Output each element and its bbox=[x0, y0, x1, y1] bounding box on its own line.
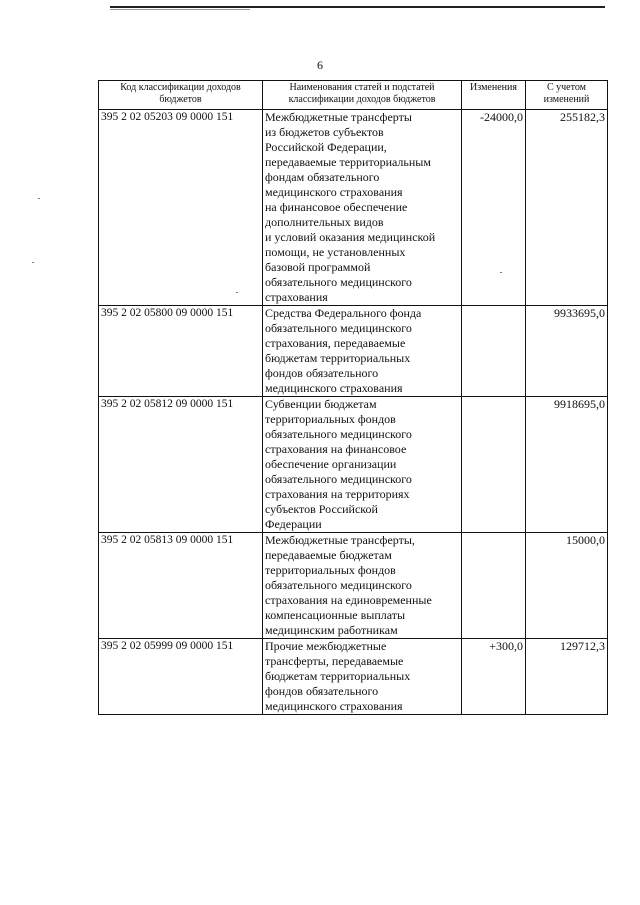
article-name-line: бюджетам территориальных bbox=[265, 669, 411, 683]
total-amount: 15000,0 bbox=[526, 533, 608, 639]
article-name bbox=[263, 397, 462, 533]
article-name-line: страхования на единовременные bbox=[265, 593, 432, 607]
article-name-line: Федерации bbox=[265, 517, 322, 531]
article-name bbox=[263, 533, 462, 639]
header-change: Изменения bbox=[462, 81, 526, 110]
article-name-line: медицинским работникам bbox=[265, 623, 398, 637]
article-name-line: страхования на территориях bbox=[265, 487, 410, 501]
page-number: 6 bbox=[317, 58, 323, 72]
change-amount bbox=[462, 533, 526, 639]
article-name-line: страхования, передаваемые bbox=[265, 336, 406, 350]
article-name-line: фондов обязательного bbox=[265, 366, 379, 380]
article-name-line: фондам обязательного bbox=[265, 170, 380, 184]
article-name-line: Субвенции бюджетам bbox=[265, 397, 377, 411]
article-name-line: Межбюджетные трансферты, bbox=[265, 533, 415, 547]
article-name-line: помощи, не установленных bbox=[265, 245, 406, 259]
article-name bbox=[263, 639, 462, 715]
classification-code: 395 2 02 05203 09 0000 151 bbox=[99, 110, 263, 306]
article-name-line: страхования на финансовое bbox=[265, 442, 407, 456]
article-name-line: обязательного медицинского bbox=[265, 275, 412, 289]
article-name-line: базовой программой bbox=[265, 260, 371, 274]
article-name-line: передаваемые территориальным bbox=[265, 155, 431, 169]
article-name-line: медицинского страхования bbox=[265, 699, 403, 713]
table-header-row bbox=[99, 81, 608, 110]
classification-code: 395 2 02 05800 09 0000 151 bbox=[99, 306, 263, 397]
top-border-shadow bbox=[110, 9, 250, 10]
table-body bbox=[99, 110, 608, 715]
top-border-line bbox=[110, 6, 605, 8]
article-name-line: дополнительных видов bbox=[265, 215, 384, 229]
article-name-line: обязательного медицинского bbox=[265, 472, 412, 486]
classification-code: 395 2 02 05812 09 0000 151 bbox=[99, 397, 263, 533]
change-amount: -24000,0 bbox=[462, 110, 526, 306]
classification-code: 395 2 02 05813 09 0000 151 bbox=[99, 533, 263, 639]
header-code: Код классификации доходов бюджетов bbox=[99, 81, 263, 110]
article-name-line: субъектов Российской bbox=[265, 502, 378, 516]
total-amount: 9918695,0 bbox=[526, 397, 608, 533]
table-row bbox=[99, 397, 608, 533]
article-name-line: обязательного медицинского bbox=[265, 578, 412, 592]
article-name-line: Российской Федерации, bbox=[265, 140, 387, 154]
classification-code: 395 2 02 05999 09 0000 151 bbox=[99, 639, 263, 715]
table-row bbox=[99, 110, 608, 306]
table-row bbox=[99, 306, 608, 397]
article-name-line: медицинского страхования bbox=[265, 185, 403, 199]
article-name-line: обеспечение организации bbox=[265, 457, 397, 471]
article-name-line: фондов обязательного bbox=[265, 684, 379, 698]
scan-speck bbox=[38, 198, 40, 199]
article-name-line: компенсационные выплаты bbox=[265, 608, 406, 622]
scan-speck bbox=[32, 262, 34, 263]
article-name-line: передаваемые бюджетам bbox=[265, 548, 392, 562]
article-name-line: обязательного медицинского bbox=[265, 321, 412, 335]
scan-speck bbox=[236, 292, 238, 293]
table-row bbox=[99, 533, 608, 639]
article-name bbox=[263, 110, 462, 306]
change-amount: +300,0 bbox=[462, 639, 526, 715]
total-amount: 129712,3 bbox=[526, 639, 608, 715]
total-amount: 255182,3 bbox=[526, 110, 608, 306]
article-name-line: Межбюджетные трансферты bbox=[265, 110, 412, 124]
budget-table bbox=[98, 80, 608, 715]
article-name-line: из бюджетов субъектов bbox=[265, 125, 384, 139]
article-name-line: территориальных фондов bbox=[265, 412, 396, 426]
article-name-line: бюджетам территориальных bbox=[265, 351, 411, 365]
article-name-line: территориальных фондов bbox=[265, 563, 396, 577]
table-row bbox=[99, 639, 608, 715]
article-name-line: страхования bbox=[265, 290, 328, 304]
article-name-line: Средства Федерального фонда bbox=[265, 306, 422, 320]
total-amount: 9933695,0 bbox=[526, 306, 608, 397]
scan-speck bbox=[500, 272, 502, 273]
article-name-line: Прочие межбюджетные bbox=[265, 639, 387, 653]
article-name bbox=[263, 306, 462, 397]
article-name-line: трансферты, передаваемые bbox=[265, 654, 404, 668]
article-name-line: и условий оказания медицинской bbox=[265, 230, 436, 244]
article-name-line: обязательного медицинского bbox=[265, 427, 412, 441]
article-name-line: на финансовое обеспечение bbox=[265, 200, 408, 214]
header-name: Наименования статей и подстатей классификации доходов бюджетов bbox=[263, 81, 462, 110]
change-amount bbox=[462, 306, 526, 397]
change-amount bbox=[462, 397, 526, 533]
article-name-line: медицинского страхования bbox=[265, 381, 403, 395]
header-total: С учетом изменений bbox=[526, 81, 608, 110]
